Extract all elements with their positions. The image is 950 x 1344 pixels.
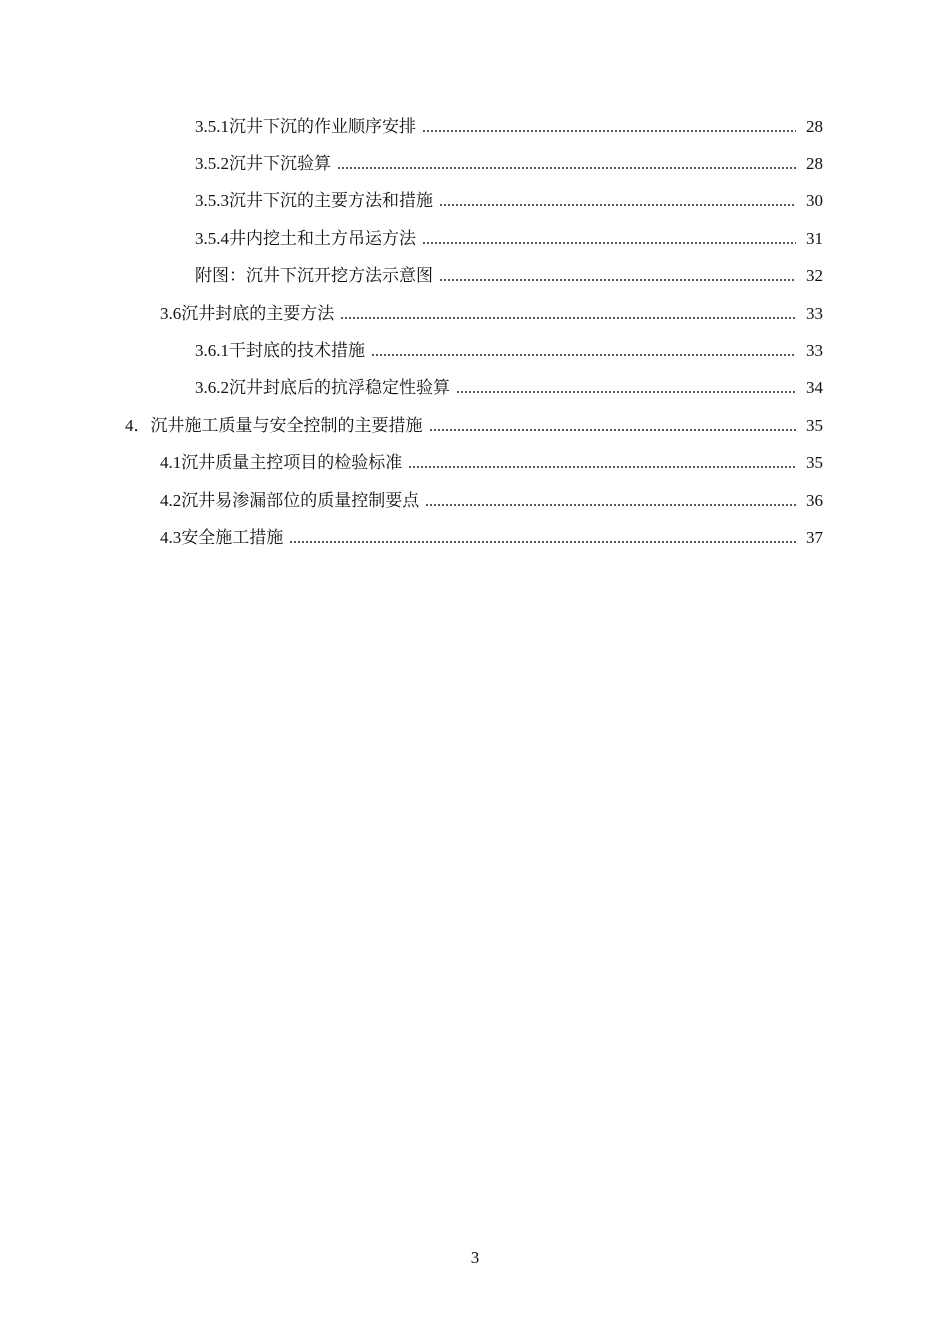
toc-entry-label: 3.5.3沉井下沉的主要方法和措施 — [195, 191, 433, 211]
toc-entry-page: 33 — [806, 303, 823, 323]
toc-entry-label: 3.5.4井内挖土和土方吊运方法 — [195, 228, 416, 248]
toc-entry[interactable] — [0, 407, 950, 444]
toc-dot-leader — [337, 166, 796, 170]
page-number: 3 — [470, 1248, 480, 1267]
toc-entry-label: 3.5.2沉井下沉验算 — [195, 154, 331, 174]
toc-entry-label: 3.6沉井封底的主要方法 — [160, 303, 335, 323]
toc-entry[interactable] — [0, 108, 950, 145]
toc-dot-leader — [371, 353, 796, 357]
toc-entry-label: 3.5.1沉井下沉的作业顺序安排 — [195, 116, 416, 136]
toc-dot-leader — [408, 465, 796, 469]
toc-entry[interactable] — [0, 258, 950, 295]
toc-dot-leader — [422, 129, 796, 133]
toc-entry-page: 31 — [806, 228, 823, 248]
toc-entry-page: 28 — [806, 154, 823, 174]
toc-entry[interactable] — [0, 519, 950, 556]
toc-dot-leader — [456, 390, 796, 394]
toc-dot-leader — [422, 241, 796, 245]
toc-entry-label: 3.6.1干封底的技术措施 — [195, 341, 365, 361]
toc-dot-leader — [340, 316, 796, 320]
table-of-contents — [0, 108, 950, 557]
toc-dot-leader — [439, 203, 796, 207]
toc-entry-label: 4．沉井施工质量与安全控制的主要措施 — [125, 415, 423, 435]
toc-entry[interactable] — [0, 220, 950, 257]
toc-entry[interactable] — [0, 370, 950, 407]
toc-entry-page: 36 — [806, 490, 823, 510]
toc-entry-label: 附图：沉井下沉开挖方法示意图 — [195, 266, 433, 286]
toc-entry-page: 30 — [806, 191, 823, 211]
toc-entry-page: 32 — [806, 266, 823, 286]
toc-entry-page: 35 — [806, 453, 823, 473]
toc-entry[interactable] — [0, 295, 950, 332]
toc-entry-label: 4.3安全施工措施 — [160, 527, 284, 547]
toc-entry[interactable] — [0, 145, 950, 182]
toc-entry-label: 3.6.2沉井封底后的抗浮稳定性验算 — [195, 378, 450, 398]
toc-dot-leader — [289, 540, 796, 544]
toc-entry-page: 33 — [806, 341, 823, 361]
toc-entry[interactable] — [0, 183, 950, 220]
toc-dot-leader — [425, 503, 796, 507]
toc-dot-leader — [429, 428, 797, 432]
toc-entry-label: 4.1沉井质量主控项目的检验标准 — [160, 453, 403, 473]
toc-entry-page: 34 — [806, 378, 823, 398]
toc-entry-label: 4.2沉井易渗漏部位的质量控制要点 — [160, 490, 420, 510]
toc-entry[interactable] — [0, 332, 950, 369]
toc-entry[interactable] — [0, 482, 950, 519]
toc-entry-page: 37 — [806, 527, 823, 547]
toc-dot-leader — [439, 278, 796, 282]
toc-entry-page: 35 — [806, 415, 823, 435]
toc-entry[interactable] — [0, 445, 950, 482]
toc-entry-page: 28 — [806, 116, 823, 136]
